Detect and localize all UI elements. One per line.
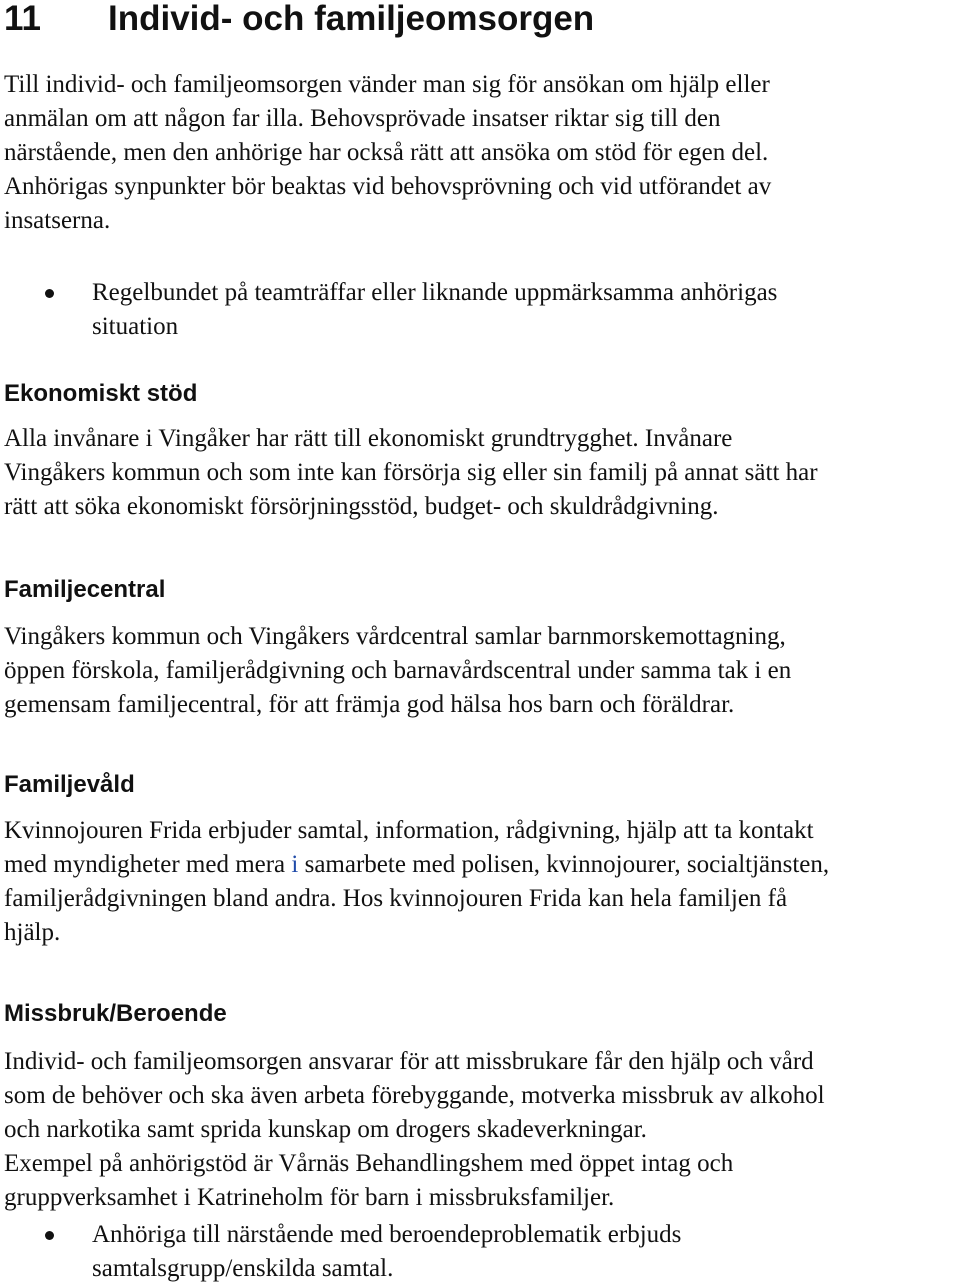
bullet-line: Regelbundet på teamträffar eller liknande uppmärksamma anhörigas bbox=[92, 279, 778, 306]
paragraph-line: Individ- och familjeomsorgen ansvarar för att missbrukare får den hjälp och vård bbox=[4, 1048, 814, 1075]
paragraph-line: närstående, men den anhörige har också rätt att ansöka om stöd för egen del. bbox=[4, 139, 769, 166]
paragraph-line: och narkotika samt sprida kunskap om drogers skadeverkningar. bbox=[4, 1116, 647, 1143]
paragraph-line: hjälp. bbox=[4, 919, 61, 946]
bullet-text bbox=[92, 1218, 960, 1286]
line-text: med myndigheter med mera bbox=[4, 851, 292, 878]
bullet-line: samtalsgrupp/enskilda samtal. bbox=[92, 1255, 394, 1282]
ekonomiskt-stod-paragraph bbox=[4, 422, 960, 524]
chapter-title: Individ- och familjeomsorgen bbox=[108, 0, 595, 38]
paragraph-line: Kvinnojouren Frida erbjuder samtal, information, rådgivning, hjälp att ta kontakt bbox=[4, 817, 814, 844]
familjevald-paragraph bbox=[4, 814, 960, 950]
paragraph-line: Till individ- och familjeomsorgen vänder man sig för ansökan om hjälp eller bbox=[4, 71, 770, 98]
section-heading-ekonomiskt-stod: Ekonomiskt stöd bbox=[4, 380, 198, 407]
paragraph-line: öppen förskola, familjerådgivning och barnavårdscentral under samma tak i en bbox=[4, 657, 792, 684]
paragraph-line: insatserna. bbox=[4, 207, 111, 234]
line-text: samarbete med polisen, kvinnojourer, socialtjänsten, bbox=[298, 851, 830, 878]
paragraph-line: anmälan om att någon far illa. Behovsprövade insatser riktar sig till den bbox=[4, 105, 721, 132]
accent-text: i bbox=[291, 851, 299, 878]
section-heading-familjevald: Familjevåld bbox=[4, 771, 135, 798]
paragraph-line: Vingåkers kommun och som inte kan försörja sig eller sin familj på annat sätt har bbox=[4, 459, 818, 486]
paragraph-line: familjerådgivningen bland andra. Hos kvinnojouren Frida kan hela familjen få bbox=[4, 885, 788, 912]
paragraph-line: Vingåkers kommun och Vingåkers vårdcentral samlar barnmorskemottagning, bbox=[4, 623, 786, 650]
paragraph-line: gruppverksamhet i Katrineholm för barn i missbruksfamiljer. bbox=[4, 1184, 615, 1211]
bullet-text bbox=[92, 276, 960, 344]
paragraph-line: Alla invånare i Vingåker har rätt till ekonomiskt grundtrygghet. Invånare bbox=[4, 425, 733, 452]
paragraph-line: som de behöver och ska även arbeta förebyggande, motverka missbruk av alkohol bbox=[4, 1082, 825, 1109]
paragraph-line: Anhörigas synpunkter bör beaktas vid behovsprövning och vid utförandet av bbox=[4, 173, 772, 200]
bullet-line: situation bbox=[92, 313, 179, 340]
chapter-number: 11 bbox=[4, 0, 41, 38]
familjecentral-paragraph bbox=[4, 620, 960, 722]
paragraph-line: gemensam familjecentral, för att främja god hälsa hos barn och föräldrar. bbox=[4, 691, 735, 718]
section-heading-familjecentral: Familjecentral bbox=[4, 576, 166, 603]
section-heading-missbruk-beroende: Missbruk/Beroende bbox=[4, 1000, 227, 1027]
bullet-line: Anhöriga till närstående med beroendeproblematik erbjuds bbox=[92, 1221, 682, 1248]
paragraph-line: Exempel på anhörigstöd är Vårnäs Behandlingshem med öppet intag och bbox=[4, 1150, 734, 1177]
paragraph-line: rätt att söka ekonomiskt försörjningsstöd, budget- och skuldrådgivning. bbox=[4, 493, 719, 520]
bullet-dot-icon bbox=[45, 289, 54, 298]
chapter-heading bbox=[4, 0, 594, 40]
paragraph-line bbox=[4, 848, 960, 882]
intro-paragraph bbox=[4, 68, 960, 238]
missbruk-paragraph bbox=[4, 1045, 960, 1215]
bullet-dot-icon bbox=[45, 1231, 54, 1240]
